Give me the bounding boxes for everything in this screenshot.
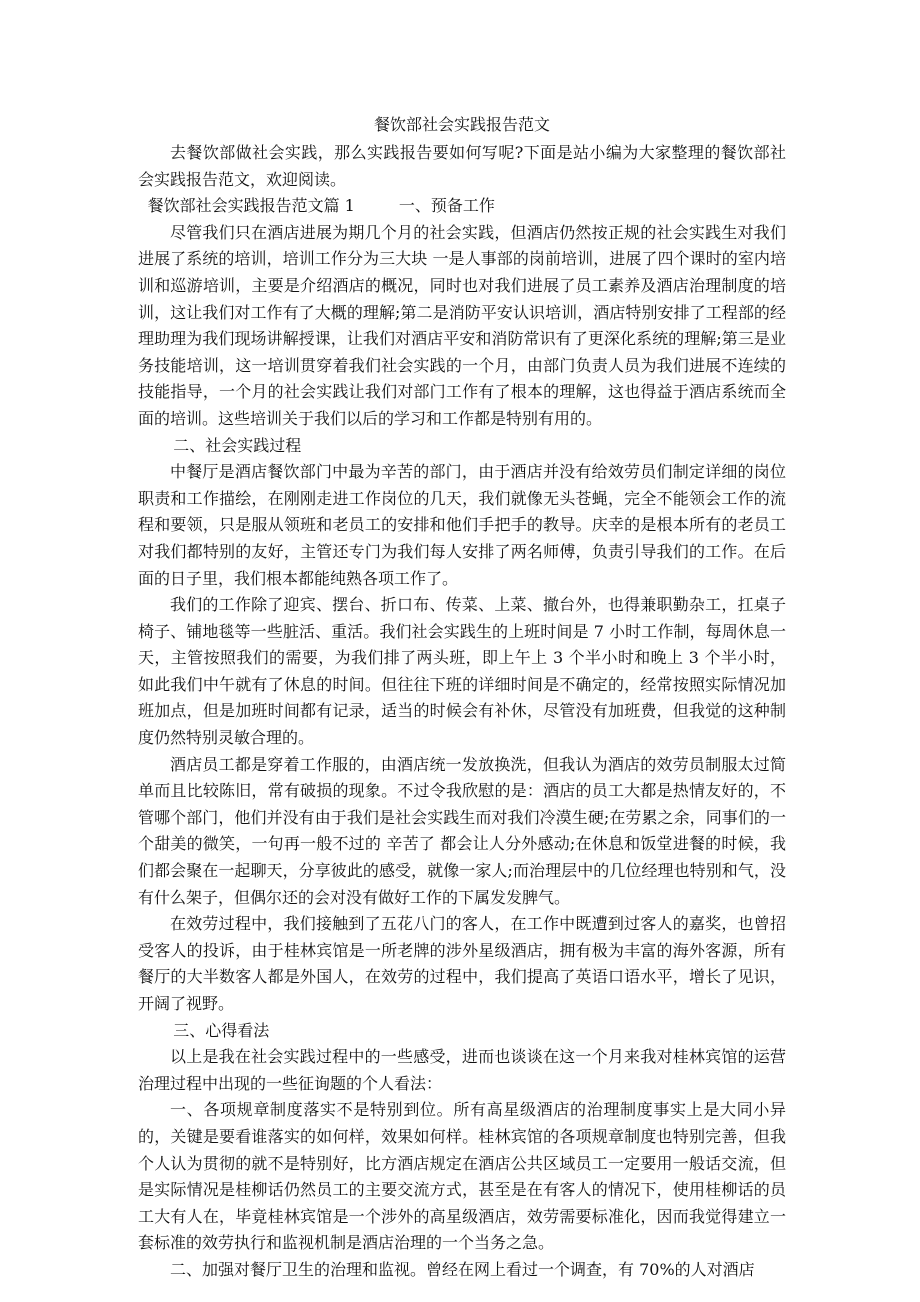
body-paragraph-2: 中餐厅是酒店餐饮部门中最为辛苦的部门，由于酒店并没有给效劳员们制定详细的岗位职责和工作描绘，在刚刚走进工作岗位的几天，我们就像无头苍蝇，完全不能领会工作的流程和要领，只是服从领班和老员工的安排和他们手把手的教导。庆幸的是根本所有的老员工对我们都特别的友好，主管还专门为我们每人安排了两名师傅，负责引导我们的工作。在后面的日子里，我们根本都能纯熟各项工作了。 xyxy=(138,462,786,588)
body-paragraph-7: 一、各项规章制度落实不是特别到位。所有高星级酒店的治理制度事实上是大同小异的，关键是要看谁落实的如何样，效果如何样。桂林宾馆的各项规章制度也特别完善，但我个人认为贯彻的就不是特别好，比方酒店规定在酒店公共区域员工一定要用一般话交流，但是实际情况是桂柳话仍然员工的主要交流方式，甚至是在有客人的情况下，使用桂柳话的员工大有人在，毕竟桂林宾馆是一个涉外的高星级酒店，效劳需要标准化，因而我觉得建立一套标准的效劳执行和监视机制是酒店治理的一个当务之急。 xyxy=(138,1100,786,1253)
body-paragraph-6: 以上是我在社会实践过程中的一些感受，进而也谈谈在这一个月来我对桂林宾馆的运营治理过程中出现的一些征询题的个人看法： xyxy=(138,1047,786,1093)
body-paragraph-1: 尽管我们只在酒店进展为期几个月的社会实践，但酒店仍然按正规的社会实践生对我们进展了系统的培训，培训工作分为三大块 一是人事部的岗前培训，进展了四个课时的室内培训和巡游培训，主要是介绍酒店的概况，同时也对我们进展了员工素养及酒店治理制度的培训，这让我们对工作有了大概的理解;第二是消防平安认识培训，酒店特别安排了工程部的经理助理为我们现场讲解授课，让我们对酒店平安和消防常识有了更深化系统的理解;第三是业务技能培训，这一培训贯穿着我们社会实践的一个月，由部门负责人员为我们进展不连续的技能指导，一个月的社会实践让我们对部门工作有了根本的理解，这也得益于酒店系统而全面的培训。这些培训关于我们以后的学习和工作都是特别有用的。 xyxy=(138,222,786,428)
body-paragraph-3: 我们的工作除了迎宾、摆台、折口布、传菜、上菜、撤台外，也得兼职勤杂工，扛桌子椅子、铺地毯等一些脏活、重活。我们社会实践生的上班时间是 7 小时工作制，每周休息一天，主管按照我们的需要，为我们排了两头班，即上午上 3 个半小时和晚上 3 个半小时，如此我们中午就有了休息的时间。但往往下班的详细时间是不确定的，经常按照实际情况加班加点，但是加班时间都有记录，适当的时候会有补休，尽管没有加班费，但我觉的这种制度仍然特别灵敏合理的。 xyxy=(138,595,786,748)
body-paragraph-8: 二、加强对餐厅卫生的治理和监视。曾经在网上看过一个调查，有 70%的人对酒店 xyxy=(170,1259,755,1279)
section-heading-2: 二、社会实践过程 xyxy=(173,435,302,455)
section-heading-1: 一、预备工作 xyxy=(398,196,495,216)
intro-paragraph: 去餐饮部做社会实践，那么实践报告要如何写呢?下面是站小编为大家整理的餐饮部社会实践报告范文，欢迎阅读。 xyxy=(138,143,786,189)
body-paragraph-5: 在效劳过程中，我们接触到了五花八门的客人，在工作中既遭到过客人的嘉奖，也曾招受客人的投诉，由于桂林宾馆是一所老牌的涉外星级酒店，拥有极为丰富的海外客源，所有餐厅的大半数客人都是外国人，在效劳的过程中，我们提高了英语口语水平，增长了见识，开阔了视野。 xyxy=(138,914,786,1013)
document-title: 餐饮部社会实践报告范文 xyxy=(373,115,550,134)
section-heading-3: 三、心得看法 xyxy=(173,1020,270,1040)
body-paragraph-4: 酒店员工都是穿着工作服的，由酒店统一发放换洗，但我认为酒店的效劳员制服太过简单而且比较陈旧，常有破损的现象。不过令我欣慰的是：酒店的员工大都是热情友好的，不管哪个部门，他们并没有由于我们是社会实践生而对我们冷漠生硬;在劳累之余，同事们的一个甜美的微笑，一句再一般不过的 辛苦了 都会让人分外感动;在休息和饭堂进餐的时候，我们都会聚在一起聊天，分享彼此的感受，就像一家人;而治理层中的几位经理也特别和气，没有什么架子，但偶尔还的会对没有做好工作的下属发发脾气。 xyxy=(138,754,786,907)
article-subtitle: 餐饮部社会实践报告范文篇 1 xyxy=(147,196,355,216)
document-page xyxy=(138,112,786,1284)
subtitle-line xyxy=(138,193,786,220)
